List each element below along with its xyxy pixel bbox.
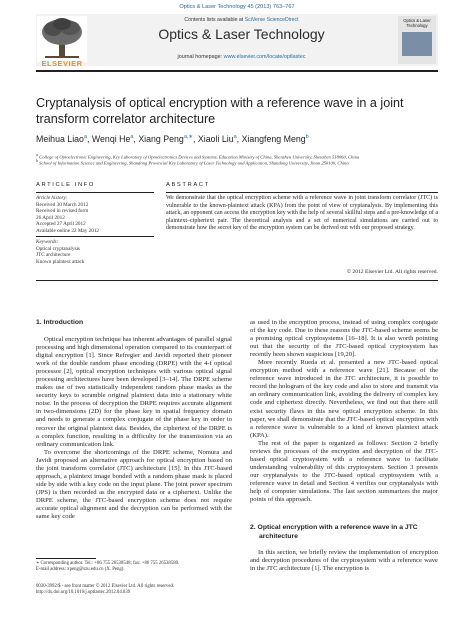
section-2-title-line: 2. Optical encryption with a reference wave in a JTC <box>250 524 418 531</box>
keyword: Optical cryptanalysis <box>36 245 80 252</box>
section-1-title: 1. Introduction <box>36 319 84 326</box>
article-history <box>36 195 154 235</box>
footnote-rule <box>36 558 96 559</box>
author-affil-mark[interactable]: a <box>83 134 87 141</box>
contents-prefix: Contents lists available at <box>184 17 245 23</box>
article-info-heading: ARTICLE INFO <box>36 182 96 188</box>
affiliation-b <box>36 158 438 167</box>
title-line-2: transform correlator architecture <box>36 112 216 126</box>
author-name: Meihua Liao <box>36 134 84 144</box>
article-info-rule <box>36 192 154 193</box>
right-body-column <box>250 319 438 504</box>
abstract-copyright: © 2012 Elsevier Ltd. All rights reserved. <box>346 269 438 275</box>
keywords-block <box>36 239 154 265</box>
publisher-name: ELSEVIER <box>41 59 83 68</box>
history-label: Article history: <box>36 195 68 201</box>
abstract-rule <box>166 192 438 193</box>
elsevier-tree-logo <box>37 16 87 62</box>
author-name: Wenqi He <box>91 134 131 144</box>
footnotes <box>36 561 266 573</box>
title-line-1: Cryptanalysis of optical encryption with a reference wave in a joint <box>36 96 404 110</box>
section-2-body <box>250 549 438 573</box>
sciencedirect-link[interactable]: SciVerse ScienceDirect <box>244 17 299 23</box>
keyword: Known plaintext attack <box>36 258 85 265</box>
journal-homepage <box>88 54 395 60</box>
keywords-label: Keywords: <box>36 239 59 245</box>
affil-text: School of Information Science and Engineering, Shandong Provincial Key Laboratory of Laser Technology and Application, Shandong University, Jinan 250100, China <box>39 160 349 166</box>
paragraph: Optical encryption technique has inherent advantages of parallel signal processing and high dimensional operation compared to its counterpart of digital encryption [1]. Since Refregier and Javidi reported their pioneer work of the double random phase encoding (DRPE) with the 4-f optical processor [2], optical encryption techniques with various optical signal processing architectures have been developed [3–14]. The DRPE scheme makes use of two statistically independent random phase masks as the security keys to scramble original plaintext data into a stationary white noise. In the process of decryption the DRPE requires accurate alignment in two-dimensions (2D) for the phase key in spatial frequency domain and needs to generate a complex conjugate of the phase key in order to recover the original plaintext data. Besides, the ciphertext of the DRPE is a complex function, resulting in a difficulty for the transmission via an ordinary communication link. <box>36 336 232 448</box>
email-note[interactable]: E-mail address: xpeng@szu.edu.cn (X. Peng). <box>36 567 125 573</box>
history-item: 26 April 2012 <box>36 214 65 221</box>
journal-title: Optics & Laser Technology <box>158 26 325 42</box>
paragraph: The rest of the paper is organized as follows: Section 2 briefly reviews the processes of the encryption and decryption of the JTC-based optical cryptosystem with a reference wave to facilitate understanding vulnerability of this cryptosystem. Section 3 presents our cryptanalysis to the JTC-based optical cryptosystem with a reference wave in detail and Section 4 verifies our cryptanalysis with help of computer simulations. The last section summarizes the major points of this approach. <box>250 439 438 504</box>
abstract-heading: ABSTRACT <box>166 182 210 188</box>
cover-title: Optics & Laser Technology <box>403 18 431 28</box>
author-affil-mark[interactable]: a <box>130 134 134 141</box>
author-affil-mark[interactable]: b <box>305 134 309 141</box>
paragraph: In this section, we briefly review the implementation of encryption and decryption procedures of the cryptosystem with a reference wave in the JTC architecture [1]. The encryption is <box>250 549 438 573</box>
paragraph: as used in the encryption process, instead of using complex conjugate of the key code. Due to these reasons the JTC-based scheme seems be a promising optical cryptosystems [16–18]. It is also worth pointing out that the security of the JTC-based optical cryptosystem has recently been shown suspicious [19,20]. <box>250 319 438 359</box>
paragraph: To overcome the shortcomings of the DRPE scheme, Nomura and Javidi proposed an alternative approach for optical encryption based on the joint transform correlator (JTC) architecture [15]. In this JTC-based approach, a plaintext image bonded with a random phase mask is placed side by side with a key code on the input plane. The joint power spectrum (JPS) is then recorded as the encrypted data or a ciphertext. Unlike the DRPE scheme, the JTC-based encryption scheme does not require accurate optical alignment and the decryption can be performed with the same key code <box>36 448 232 521</box>
paragraph: More recently Rueda et al. presented a new JTC-based optical encryption method with a reference wave [21]. Because of the reference wave introduced in the JTC architecture, it is possible to record the hologram of the key code and also to store and transmit via an ordinary communication link, avoiding the delivery of complex key code and ciphertext directly. Nevertheless, we find out that there still exist security flaws in this new optical encryption scheme. In this paper, we shall demonstrate that the JTC-based optical encryption with a reference wave is vulnerable to a kind of known plaintext attack (KPA). <box>250 359 438 439</box>
header-rule <box>36 70 438 72</box>
left-body-column <box>36 336 232 521</box>
author-affil-mark[interactable]: a,∗ <box>183 134 194 141</box>
affil-mark: a <box>36 152 38 157</box>
homepage-link[interactable]: www.elsevier.com/locate/optlastec <box>223 54 306 60</box>
history-item: Received 30 March 2012 <box>36 201 89 208</box>
affil-text: College of Optoelectronic Engineering, Key Laboratory of Optoelectronics Devices and Systems, Education Ministry of China, Shenzhen University, Shenzhen 518060, China <box>39 154 360 160</box>
affil-mark: b <box>36 158 38 163</box>
cover-image <box>402 32 432 56</box>
corresponding-author-note: ∗ Corresponding author. Tel.: +86 755 26538548; fax: +86 755 26538580. <box>36 561 180 566</box>
author-name: Xiangfeng Meng <box>241 134 306 144</box>
doi-link[interactable]: http://dx.doi.org/10.1016/j.optlastec.2012.04.039 <box>36 590 131 596</box>
front-matter-rule <box>36 280 438 281</box>
issn-doi <box>36 584 296 596</box>
section-2-title <box>250 523 438 541</box>
author-name: Xiang Peng <box>138 134 184 144</box>
author-list: Meihua Liao$^a$, Wenqi He$^a$, Xiang Peng$^{a,∗}$, Xiaoli Liu$^a$, Xiangfeng Meng$^b$ <box>36 134 309 144</box>
keywords-rule <box>36 236 154 237</box>
author-affil-mark[interactable]: a <box>233 134 237 141</box>
issn-line: 0030-3992/$ - see front matter © 2012 Elsevier Ltd. All rights reserved. <box>36 584 175 589</box>
article-title <box>36 95 438 127</box>
homepage-prefix: journal homepage: <box>177 54 224 60</box>
keyword: JTC architecture <box>36 252 71 259</box>
history-item: Received in revised form <box>36 208 89 215</box>
section-2-title-line: architecture <box>259 533 298 540</box>
history-item: Available online 22 May 2012 <box>36 227 100 234</box>
contents-line <box>88 17 395 23</box>
history-item: Accepted 27 April 2012 <box>36 221 86 228</box>
running-head: Optics & Laser Technology 45 (2013) 763–767 <box>179 4 295 10</box>
author-name: Xiaoli Liu <box>197 134 234 144</box>
abstract-text: We demonstrate that the optical encryption scheme with a reference wave in joint transform correlator (JTC) is vulnerable to the known-plaintext attack (KPA) from the point of view of cryptanalysis. By implementing this attack, an opponent can access the encryption key with the help of several skillful steps and a pre-knowledge of a plaintext–ciphertext pair. The theoretical analysis and a set of numerical simulations are carried out to demonstrate how the secret key of the encryption system can be derived out with our proposed strategy. <box>166 195 438 231</box>
